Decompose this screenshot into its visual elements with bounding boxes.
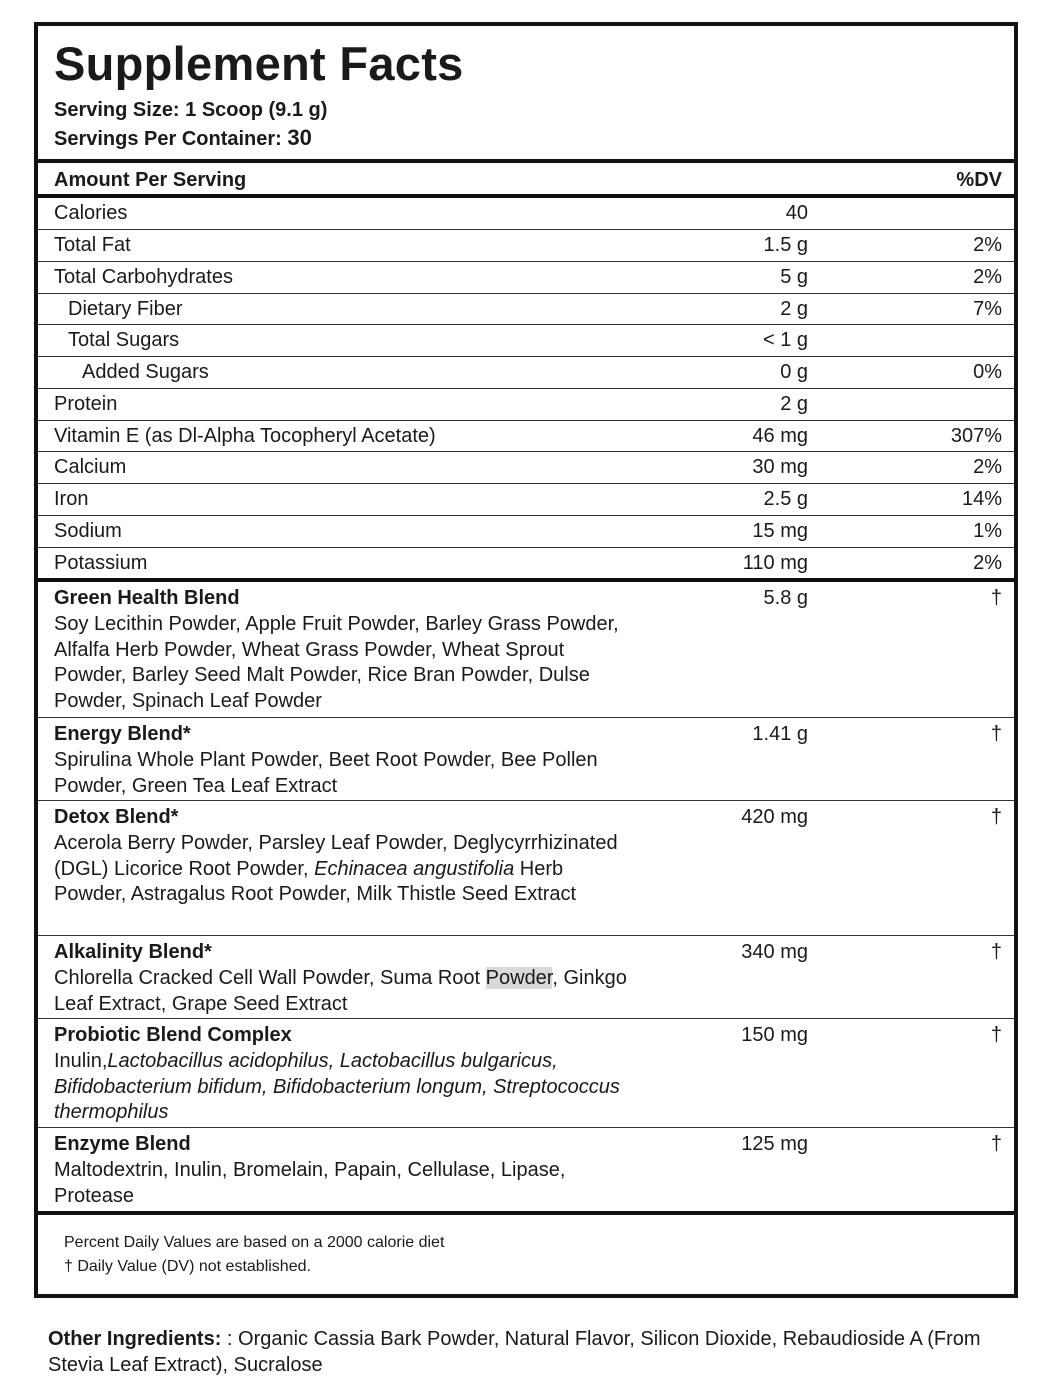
supplement-facts-panel <box>34 22 1018 1298</box>
blend-energy <box>38 718 1014 801</box>
blend-green-health <box>38 582 1014 718</box>
blend-ingredients <box>54 1049 629 1126</box>
panel-title: Supplement Facts <box>54 37 464 90</box>
blend-probiotic <box>38 1019 1014 1128</box>
nutrient-row <box>38 389 1014 421</box>
blend-amount: 420 mg <box>741 806 808 828</box>
nutrient-dv: 307% <box>950 425 1002 447</box>
nutrient-amount: 2.5 g <box>763 488 808 510</box>
nutrient-amount: < 1 g <box>762 329 808 351</box>
nutrient-amount: 40 <box>785 202 808 224</box>
nutrient-dv: 1% <box>973 520 1002 542</box>
nutrient-amount: 46 mg <box>752 425 808 447</box>
serving-size: Serving Size: 1 Scoop (9.1 g) <box>54 99 328 121</box>
blend-name: Enzyme Blend <box>54 1133 191 1155</box>
nutrient-dv: 7% <box>973 298 1002 320</box>
blend-name: Alkalinity Blend* <box>54 941 212 963</box>
nutrient-row <box>38 262 1014 294</box>
amount-per-serving-label: Amount Per Serving <box>54 169 247 191</box>
nutrient-row <box>38 325 1014 357</box>
servings-value: 30 <box>287 125 312 150</box>
servings-per-container <box>54 125 312 151</box>
ingredients-text: Acerola Berry Powder, Parsley Leaf Powder, Deglycyrrhizinated (DGL) Licorice Root Powder, <box>54 832 618 880</box>
nutrient-amount: 30 mg <box>752 456 808 478</box>
blend-amount: 150 mg <box>741 1024 808 1046</box>
blend-detox <box>38 801 1014 936</box>
nutrient-dv: 0% <box>973 361 1002 383</box>
ingredients-italic: Echinacea angustifolia <box>314 857 515 880</box>
blend-dv: † <box>990 1024 1002 1046</box>
nutrient-name: Total Carbohydrates <box>54 266 233 288</box>
blend-name: Green Health Blend <box>54 587 240 609</box>
nutrient-dv: 14% <box>961 488 1002 510</box>
nutrient-dv: 2% <box>973 234 1002 256</box>
ingredients-text: Chlorella Cracked Cell Wall Powder, Suma Root <box>54 967 486 989</box>
nutrient-name: Potassium <box>54 552 148 574</box>
blend-name: Probiotic Blend Complex <box>54 1024 292 1046</box>
nutrient-row <box>38 421 1014 452</box>
ingredients-italic: Lactobacillus acidophilus, Lactobacillus bulgaricus, Bifidobacterium bifidum, Bifidobacterium longum, Streptococcus thermophilus <box>54 1050 620 1124</box>
footnote-dagger: † Daily Value (DV) not established. <box>64 1258 311 1275</box>
amount-header-row <box>38 167 1014 197</box>
nutrient-dv: 2% <box>973 552 1002 574</box>
nutrient-amount: 15 mg <box>752 520 808 542</box>
blend-dv: † <box>990 806 1002 828</box>
other-ingredients-label: Other Ingredients: <box>48 1328 222 1350</box>
blend-ingredients: Spirulina Whole Plant Powder, Beet Root Powder, Bee Pollen Powder, Green Tea Leaf Extract <box>54 749 598 797</box>
nutrient-name: Iron <box>54 488 89 510</box>
nutrient-amount: 1.5 g <box>763 234 808 256</box>
blend-dv: † <box>990 941 1002 963</box>
nutrient-dv: 2% <box>973 456 1002 478</box>
highlighted-word: Powder <box>485 967 553 989</box>
nutrient-amount: 2 g <box>780 393 808 415</box>
nutrient-name: Protein <box>54 393 118 415</box>
other-ingredients <box>48 1326 1008 1378</box>
nutrient-name: Dietary Fiber <box>68 298 183 320</box>
ingredients-text: Herb Powder, Astragalus Root Powder, Milk Thistle Seed Extract <box>54 857 577 906</box>
dv-header: %DV <box>956 169 1002 191</box>
nutrient-name: Vitamin E (as Dl-Alpha Tocopheryl Acetate) <box>54 425 436 447</box>
nutrient-name: Sodium <box>54 520 122 542</box>
blend-ingredients: Soy Lecithin Powder, Apple Fruit Powder, Barley Grass Powder, Alfalfa Herb Powder, Wheat Grass Powder, Wheat Sprout Powder, Barley Seed Malt Powder, Rice Bran Powder, Dulse Powder, Spinach Leaf Powder <box>54 613 619 713</box>
thick-divider <box>38 1211 1014 1215</box>
nutrient-amount: 5 g <box>780 266 808 288</box>
blend-dv: † <box>990 723 1002 745</box>
other-ingredients-text: : Organic Cassia Bark Powder, Natural Flavor, Silicon Dioxide, Rebaudioside A (From Stevia Leaf Extract), Sucralose <box>48 1328 981 1376</box>
blend-dv: † <box>990 587 1002 609</box>
blend-ingredients: Maltodextrin, Inulin, Bromelain, Papain, Cellulase, Lipase, Protease <box>54 1159 566 1207</box>
ingredients-text: , Ginkgo Leaf Extract, Grape Seed Extract <box>54 967 627 1015</box>
blend-name: Energy Blend* <box>54 723 191 745</box>
nutrient-row <box>38 294 1014 325</box>
nutrient-name: Calcium <box>54 456 127 478</box>
blend-enzyme <box>38 1128 1014 1211</box>
nutrient-dv: 2% <box>973 266 1002 288</box>
blend-amount: 5.8 g <box>763 587 808 609</box>
blend-amount: 125 mg <box>741 1133 808 1155</box>
blend-alkalinity <box>38 936 1014 1019</box>
nutrient-amount: 110 mg <box>742 552 808 574</box>
nutrient-row <box>38 230 1014 262</box>
nutrient-name: Added Sugars <box>82 361 209 383</box>
nutrient-row <box>38 516 1014 548</box>
nutrient-name: Total Fat <box>54 234 131 256</box>
ingredients-text: Inulin, <box>54 1050 108 1072</box>
servings-label: Servings Per Container: <box>54 128 288 150</box>
thick-divider <box>38 159 1014 163</box>
blend-ingredients <box>54 966 629 1017</box>
nutrient-row <box>38 198 1014 230</box>
nutrient-amount: 2 g <box>780 298 808 320</box>
nutrient-row <box>38 484 1014 516</box>
blend-amount: 340 mg <box>741 941 808 963</box>
nutrient-row <box>38 548 1014 578</box>
footnote-percent-dv: Percent Daily Values are based on a 2000 calorie diet <box>64 1234 445 1251</box>
nutrient-name: Calories <box>54 202 128 224</box>
blend-name: Detox Blend* <box>54 806 179 828</box>
blend-amount: 1.41 g <box>752 723 808 745</box>
nutrient-name: Total Sugars <box>68 329 180 351</box>
nutrient-row <box>38 452 1014 484</box>
blend-dv: † <box>990 1133 1002 1155</box>
blend-ingredients <box>54 831 629 908</box>
nutrient-row <box>38 357 1014 389</box>
nutrient-amount: 0 g <box>780 361 808 383</box>
